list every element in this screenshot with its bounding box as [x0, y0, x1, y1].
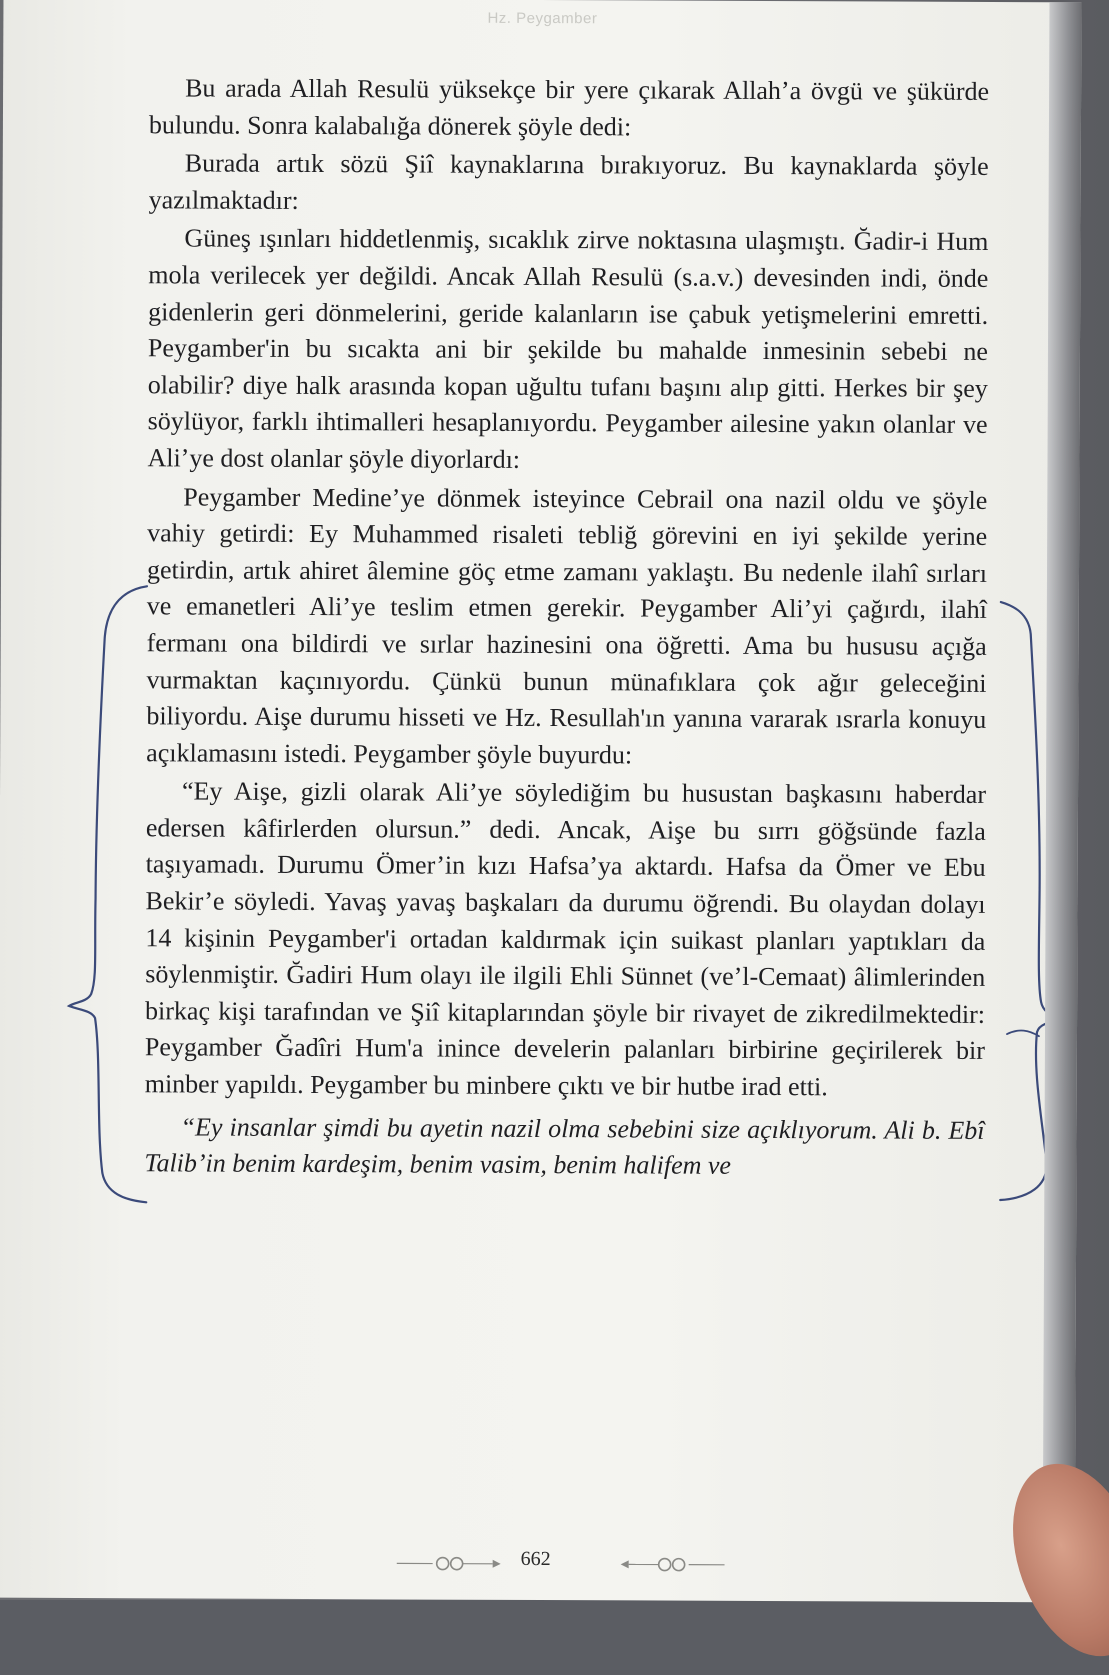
paragraph-2: Burada artık sözü Şiî kaynaklarına bırakıyoruz. Bu kaynaklarda şöyle yazılmaktadır: — [149, 145, 989, 222]
footer-ornament-right — [615, 1553, 725, 1575]
paragraph-5: “Ey Aişe, gizli olarak Ali’ye söylediğim bu husustan başkasını haberdar edersen kâfirlerden olursun.” dedi. Ancak, Aişe bu sırrı göğsünde fazla taşıyamadı. Durumu Ömer’in kızı Hafsa’ya aktardı. Hafsa da Ömer ve Ebu Bekir’e söyledi. Yavaş yavaş başkaları da durumu öğrendi. Bu olaydan dolayı 14 kişinin Peygamber'i ortadan kaldırmak için suikast planları yaptıkları da söylenmiştir. Ğadiri Hum olayı ile ilgili Ehli Sünnet (ve’l-Cemaat) âlimlerinden birkaç kişi tarafından ve Şiî kitaplarından şöyle bir rivayet de zikredilmektedir: Peygamber Ğadîri Hum'a inince develerin palanları birbirine geçirilerek bir minber yapıldı. Peygamber bu minbere çıktı ve bir hutbe irad etti. — [145, 774, 986, 1107]
paragraph-3: Güneş ışınları hiddetlenmiş, sıcaklık zirve noktasına ulaşmıştı. Ğadir-i Hum mola verilecek yer değildi. Ancak Allah Resulü (s.a.v.) devesinden indi, önde gidenlerin geri dönmelerini, geride kalanların ise çabuk yetişmelerini emretti. Peygamber'in bu sıcakta ani bir şekilde bu mahalde inmesinin sebebi ne olabilir? diye halk arasında kopan uğultu tufanı başını alıp gitti. Herkes bir şey söylüyor, farklı ihtimalleri hesaplanıyordu. Peygamber ailesine yakın olanlar ve Ali’ye dost olanlar şöyle diyorlardı: — [147, 221, 988, 481]
page-number: 662 — [0, 1546, 1075, 1574]
paragraph-6-quote: “Ey insanlar şimdi bu ayetin nazil olma sebebini size açıklıyorum. Ali b. Ebî Talib’in benim kardeşim, benim vasim, benim halifem ve — [144, 1109, 984, 1186]
paragraph-1: Bu arada Allah Resulü yüksekçe bir yere çıkarak Allah’a övgü ve şükürde bulundu. Sonra kalabalığa dönerek şöyle dedi: — [149, 70, 989, 147]
left-bracket-mark — [68, 586, 149, 1202]
page-body — [144, 70, 989, 1185]
paragraph-4: Peygamber Medine’ye dönmek isteyince Cebrail ona nazil oldu ve şöyle vahiy getirdi: Ey Muhammed risaleti tebliğ görevini en iyi şekilde yerine getirdin, artık ahiret âlemine göç etme zamanı yaklaştı. Bu nedenle ilahî sırları ve emanetleri Ali’ye teslim etmen gerekir. Peygamber Ali’yi çağırdı, ilahî fermanı ona bildirdi ve sırlar hazinesini ona öğretti. Ama bu hususu açığa vurmaktan kaçınıyordu. Çünkü bunun münafıklara çok ağır geleceğini biliyordu. Aişe durumu hisseti ve Hz. Resullah'ın yanına vararak ısrarla konuyu açıklamasını istedi. Peygamber şöyle buyurdu: — [146, 479, 987, 775]
right-bracket-tick — [1007, 1030, 1039, 1036]
running-head: Hz. Peygamber — [3, 8, 1081, 30]
